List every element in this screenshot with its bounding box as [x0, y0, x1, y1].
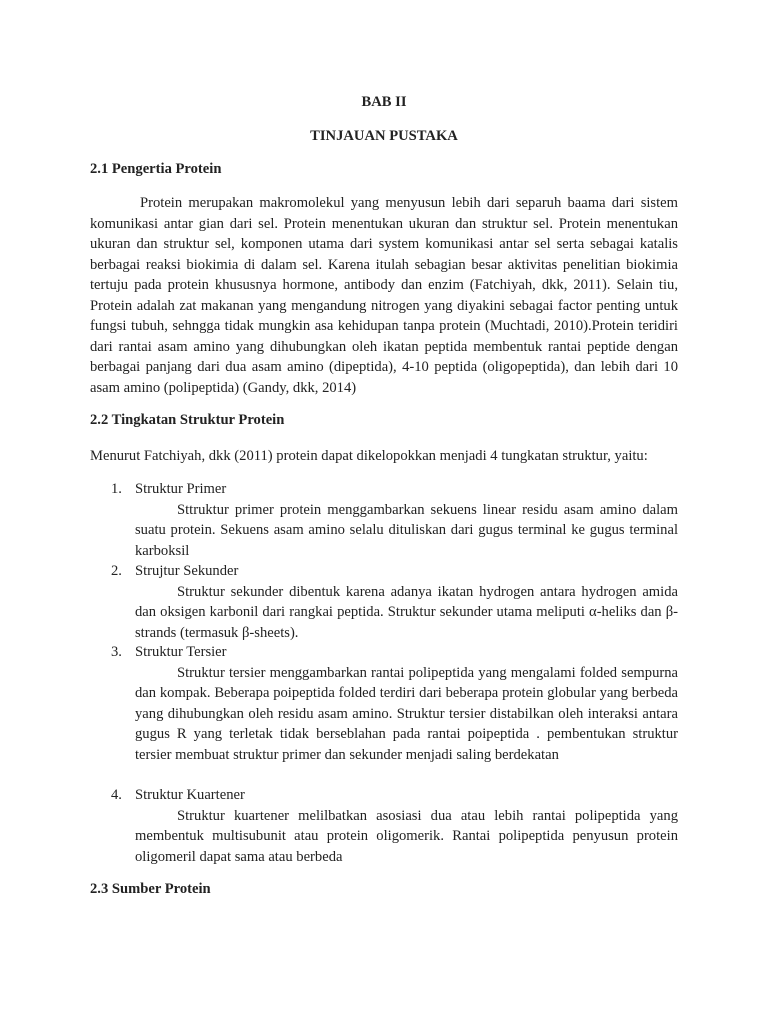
list-number: 4.: [111, 787, 122, 803]
list-title: Struktur Tersier: [135, 644, 227, 660]
list-body: [135, 806, 678, 868]
section-heading-2-2: 2.2 Tingkatan Struktur Protein: [90, 412, 285, 428]
list-title: Struktur Primer: [135, 481, 227, 497]
list-body-text: Struktur sekunder dibentuk karena adanya ikatan hydrogen antara hydrogen amida dan oksigen karbonil dari rangkai peptida. Struktur sekunder utama meliputi α-heliks dan β-strands (termasuk β-sheets).: [135, 583, 678, 641]
list-title: Struktur Kuartener: [135, 787, 245, 803]
list-body-text: Struktur kuartener melilbatkan asosiasi dua atau lebih rantai polipeptida yang membentuk multisubunit atau protein oligomerik. Rantai polipeptida penyusun protein oligomeril dapat sama atau berbeda: [135, 807, 678, 865]
section-2-1-paragraph: [90, 193, 678, 398]
list-number: 1.: [111, 481, 122, 497]
list-title: Strujtur Sekunder: [135, 563, 239, 579]
list-body-text: Struktur tersier menggambarkan rantai polipeptida yang mengalami folded sempurna dan kompak. Beberapa poipeptida folded terdiri dari beberapa protein globular yang berbeda yang dihubungkan oleh residu asam amino. Struktur tersier distabilkan oleh interaksi antara gugus R yang terletak tidak berseblahan pada rantai poipeptida . pembentukan struktur tersier membuat struktur primer dan sekunder menjadi saling berdekatan: [135, 664, 678, 763]
section-2-2-intro: Menurut Fatchiyah, dkk (2011) protein dapat dikelopokkan menjadi 4 tungkatan struktur, yaitu:: [90, 448, 648, 464]
list-body: [135, 582, 678, 644]
list-body-text: Sttruktur primer protein menggambarkan sekuens linear residu asam amino dalam suatu protein. Sekuens asam amino selalu dituliskan dari gugus terminal ke gugus terminal karboksil: [135, 501, 678, 559]
section-heading-2-1: 2.1 Pengertia Protein: [90, 161, 222, 177]
section-heading-2-3: 2.3 Sumber Protein: [90, 881, 211, 897]
list-body: [135, 500, 678, 562]
list-number: 2.: [111, 563, 122, 579]
list-number: 3.: [111, 644, 122, 660]
chapter-title: TINJAUAN PUSTAKA: [310, 128, 458, 144]
list-body: [135, 663, 678, 766]
section-2-1-text: Protein merupakan makromolekul yang menyusun lebih dari separuh baama dari sistem komunikasi antar gian dari sel. Protein menentukan ukuran dan struktur sel. Protein menentukan ukuran dan struktur sel, komponen utama dari system komunikasi antar sel serta sebagai katalis berbagai reaksi biokimia di dalam sel. Karena itulah sebagian besar aktivitas penelitian biokimia tertuju pada protein khususnya hormone, antibody dan enzim (Fatchiyah, dkk, 2011). Selain tiu, Protein adalah zat makanan yang mengandung nitrogen yang diyakini sebagai factor penting untuk fungsi tubuh, sehngga tidak mungkin asa kehidupan tanpa protein (Muchtadi, 2010).Protein teridiri dari rantai asam amino yang dihubungkan oleh ikatan peptida membentuk rantai peptide dengan berbagai panjang dari dua asam amino (dipeptida), 4-10 peptida (oligopeptida), dan lebih dari 10 asam amino (polipeptida) (Gandy, dkk, 2014): [90, 195, 678, 396]
chapter-number: BAB II: [361, 94, 407, 110]
